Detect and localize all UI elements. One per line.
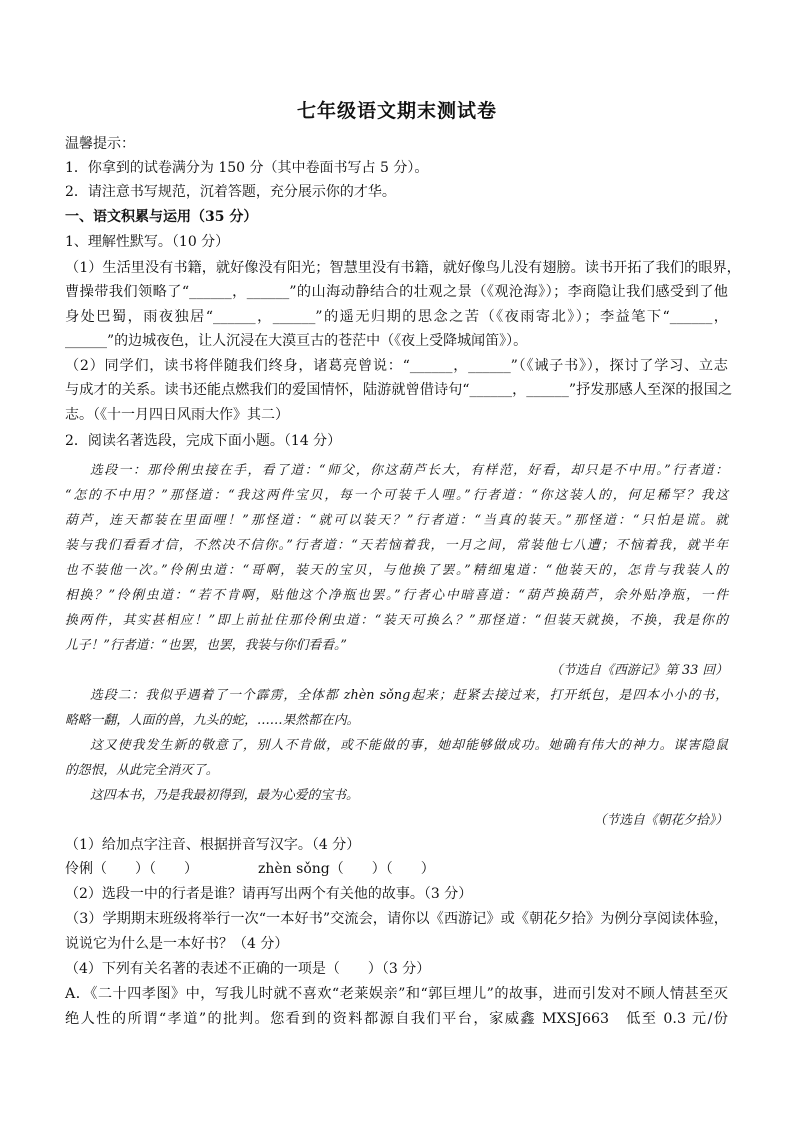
sub-question-1: （1）给加点字注音、根据拼音写汉字。（4 分）: [65, 837, 361, 853]
excerpt-1-line: 也不装他一次。”伶俐虫道：“哥啊，装天的宝贝，与他换了罢。”精细鬼道：“他装天的，怎肯与我装人的: [65, 563, 728, 578]
excerpt-2-line: 略略一翻，人面的兽，九头的蛇，……果然都在内。: [65, 713, 360, 728]
option-a-line: A．《二十四孝图》中，写我儿时就不喜欢“老莱娱亲”和“郭巨埋儿”的故事，进而引发对不顾人情甚至灭: [65, 986, 728, 1002]
question-1-text-line: （1）生活里没有书籍，就好像没有阳光；智慧里没有书籍，就好像鸟儿没有翅膀。读书开拓了我们的眼界，: [65, 260, 741, 276]
tip-item-1: 1．你拿到的试卷满分为 150 分（其中卷面书写占 5 分）。: [65, 160, 429, 176]
question-1-text-line: （2）同学们，读书将伴随我们终身，诸葛亮曾说：“______，______”（《诫子书》），探讨了学习、立志: [65, 358, 728, 374]
question-2-heading: 2．阅读名著选段，完成下面小题。（14 分）: [65, 433, 342, 449]
excerpt-2-source: （节选自《朝花夕拾》）: [593, 813, 728, 828]
excerpt-2-line: 选段二：我似乎遇着了一个霹雳，全体都 zhèn sǒng起来；赶紧去接过来，打开纸包，是四本小小的书，: [90, 688, 728, 703]
excerpt-1-line: 换两件，其实甚相应！”即上前扯住那伶俐虫道：“装天可换么？”那怪道：“但装天就换，不换，我是你的: [65, 613, 728, 628]
excerpt-2-line: 这四本书，乃是我最初得到，最为心爱的宝书。: [90, 788, 359, 803]
tip-item-2: 2．请注意书写规范，沉着答题，充分展示你的才华。: [65, 184, 396, 200]
question-1-text-line: ______”的边城夜色，让人沉浸在大漠亘古的苍茫中（《夜上受降城闻笛》）。: [65, 333, 528, 349]
question-1-text-line: 曹操带我们领略了“______，______”的山海动静结合的壮观之景（《观沧海》）；李商隐让我们感受到了他: [65, 284, 728, 300]
excerpt-1-line: 装与我们看看才信，不然决不信你。”行者道：“天若恼着我，一月之间，常装他七八遭；不恼着我，就半年: [65, 538, 728, 553]
excerpt-1-line: “怎的不中用？”那怪道：“我这两件宝贝，每一个可装千人哩。”行者道：“你这装人的，何足稀罕？我这: [65, 488, 728, 503]
sub-question-4: （4）下列有关名著的表述不正确的一项是（ ）（3 分）: [65, 961, 431, 977]
question-1-text-line: 与成才的关系。读书还能点燃我们的爱国情怀，陆游就曾借诗句“______，______”抒发那感人至深的报国之: [65, 382, 733, 398]
question-1-heading: 1、理解性默写。（10 分）: [65, 234, 230, 250]
tips-heading: 温馨提示：: [65, 136, 135, 152]
excerpt-1-source: （节选自《西游记》第 33 回）: [550, 663, 728, 678]
excerpt-1-line: 选段一：那伶俐虫接在手，看了道：“师父，你这葫芦长大，有样范，好看，却只是不中用。”行者道：: [90, 463, 728, 478]
sub-question-3-line: （3）学期期末班级将举行一次“一本好书”交流会，请你以《西游记》或《朝花夕拾》为例分享阅读体验，: [65, 911, 728, 927]
sub-question-1-blank-b: zhèn sǒng（ ）（ ）: [258, 861, 435, 877]
excerpt-2-line: 的怨恨，从此完全消灭了。: [65, 763, 219, 778]
section-heading: 一、语文积累与运用（35 分）: [65, 209, 258, 225]
excerpt-1-line: 相换？”伶俐虫道：“若不肯啊，贴他这个净瓶也罢。”行者心中暗喜道：“葫芦换葫芦，余外贴净瓶，一件: [65, 588, 728, 603]
sub-question-2: （2）选段一中的行者是谁？请再写出两个有关他的故事。（3 分）: [65, 886, 473, 902]
option-a-line: 绝人性的所谓“孝道”的批判。您看到的资料都源自我们平台，家威鑫 MXSJ663 低至 0.3 元/份: [65, 1011, 728, 1027]
page-title: 七年级语文期末测试卷: [296, 100, 497, 122]
excerpt-2-line: 这又使我发生新的敬意了，别人不肯做，或不能做的事，她却能够做成功。她确有伟大的神力。谋害隐鼠: [90, 738, 728, 753]
question-1-text-line: 志。（《十一月四日风雨大作》其二）: [65, 407, 289, 423]
question-1-text-line: 身处巴蜀，雨夜独居“______，______”的遥无归期的思念之苦（《夜雨寄北》）；李益笔下“______，: [65, 309, 728, 325]
sub-question-3-line: 说说它为什么是一本好书？（4 分）: [65, 936, 289, 952]
sub-question-1-blank-a: 伶俐（ ）（ ）: [65, 861, 198, 877]
excerpt-1-line: 葫芦，连天都装在里面哩！”那怪道：“就可以装天？”行者道：“当真的装天。”那怪道：“只怕是谎。就: [65, 513, 728, 528]
excerpt-1-line: 儿子！”行者道：“也罢，也罢，我装与你们看看。”: [65, 638, 347, 653]
